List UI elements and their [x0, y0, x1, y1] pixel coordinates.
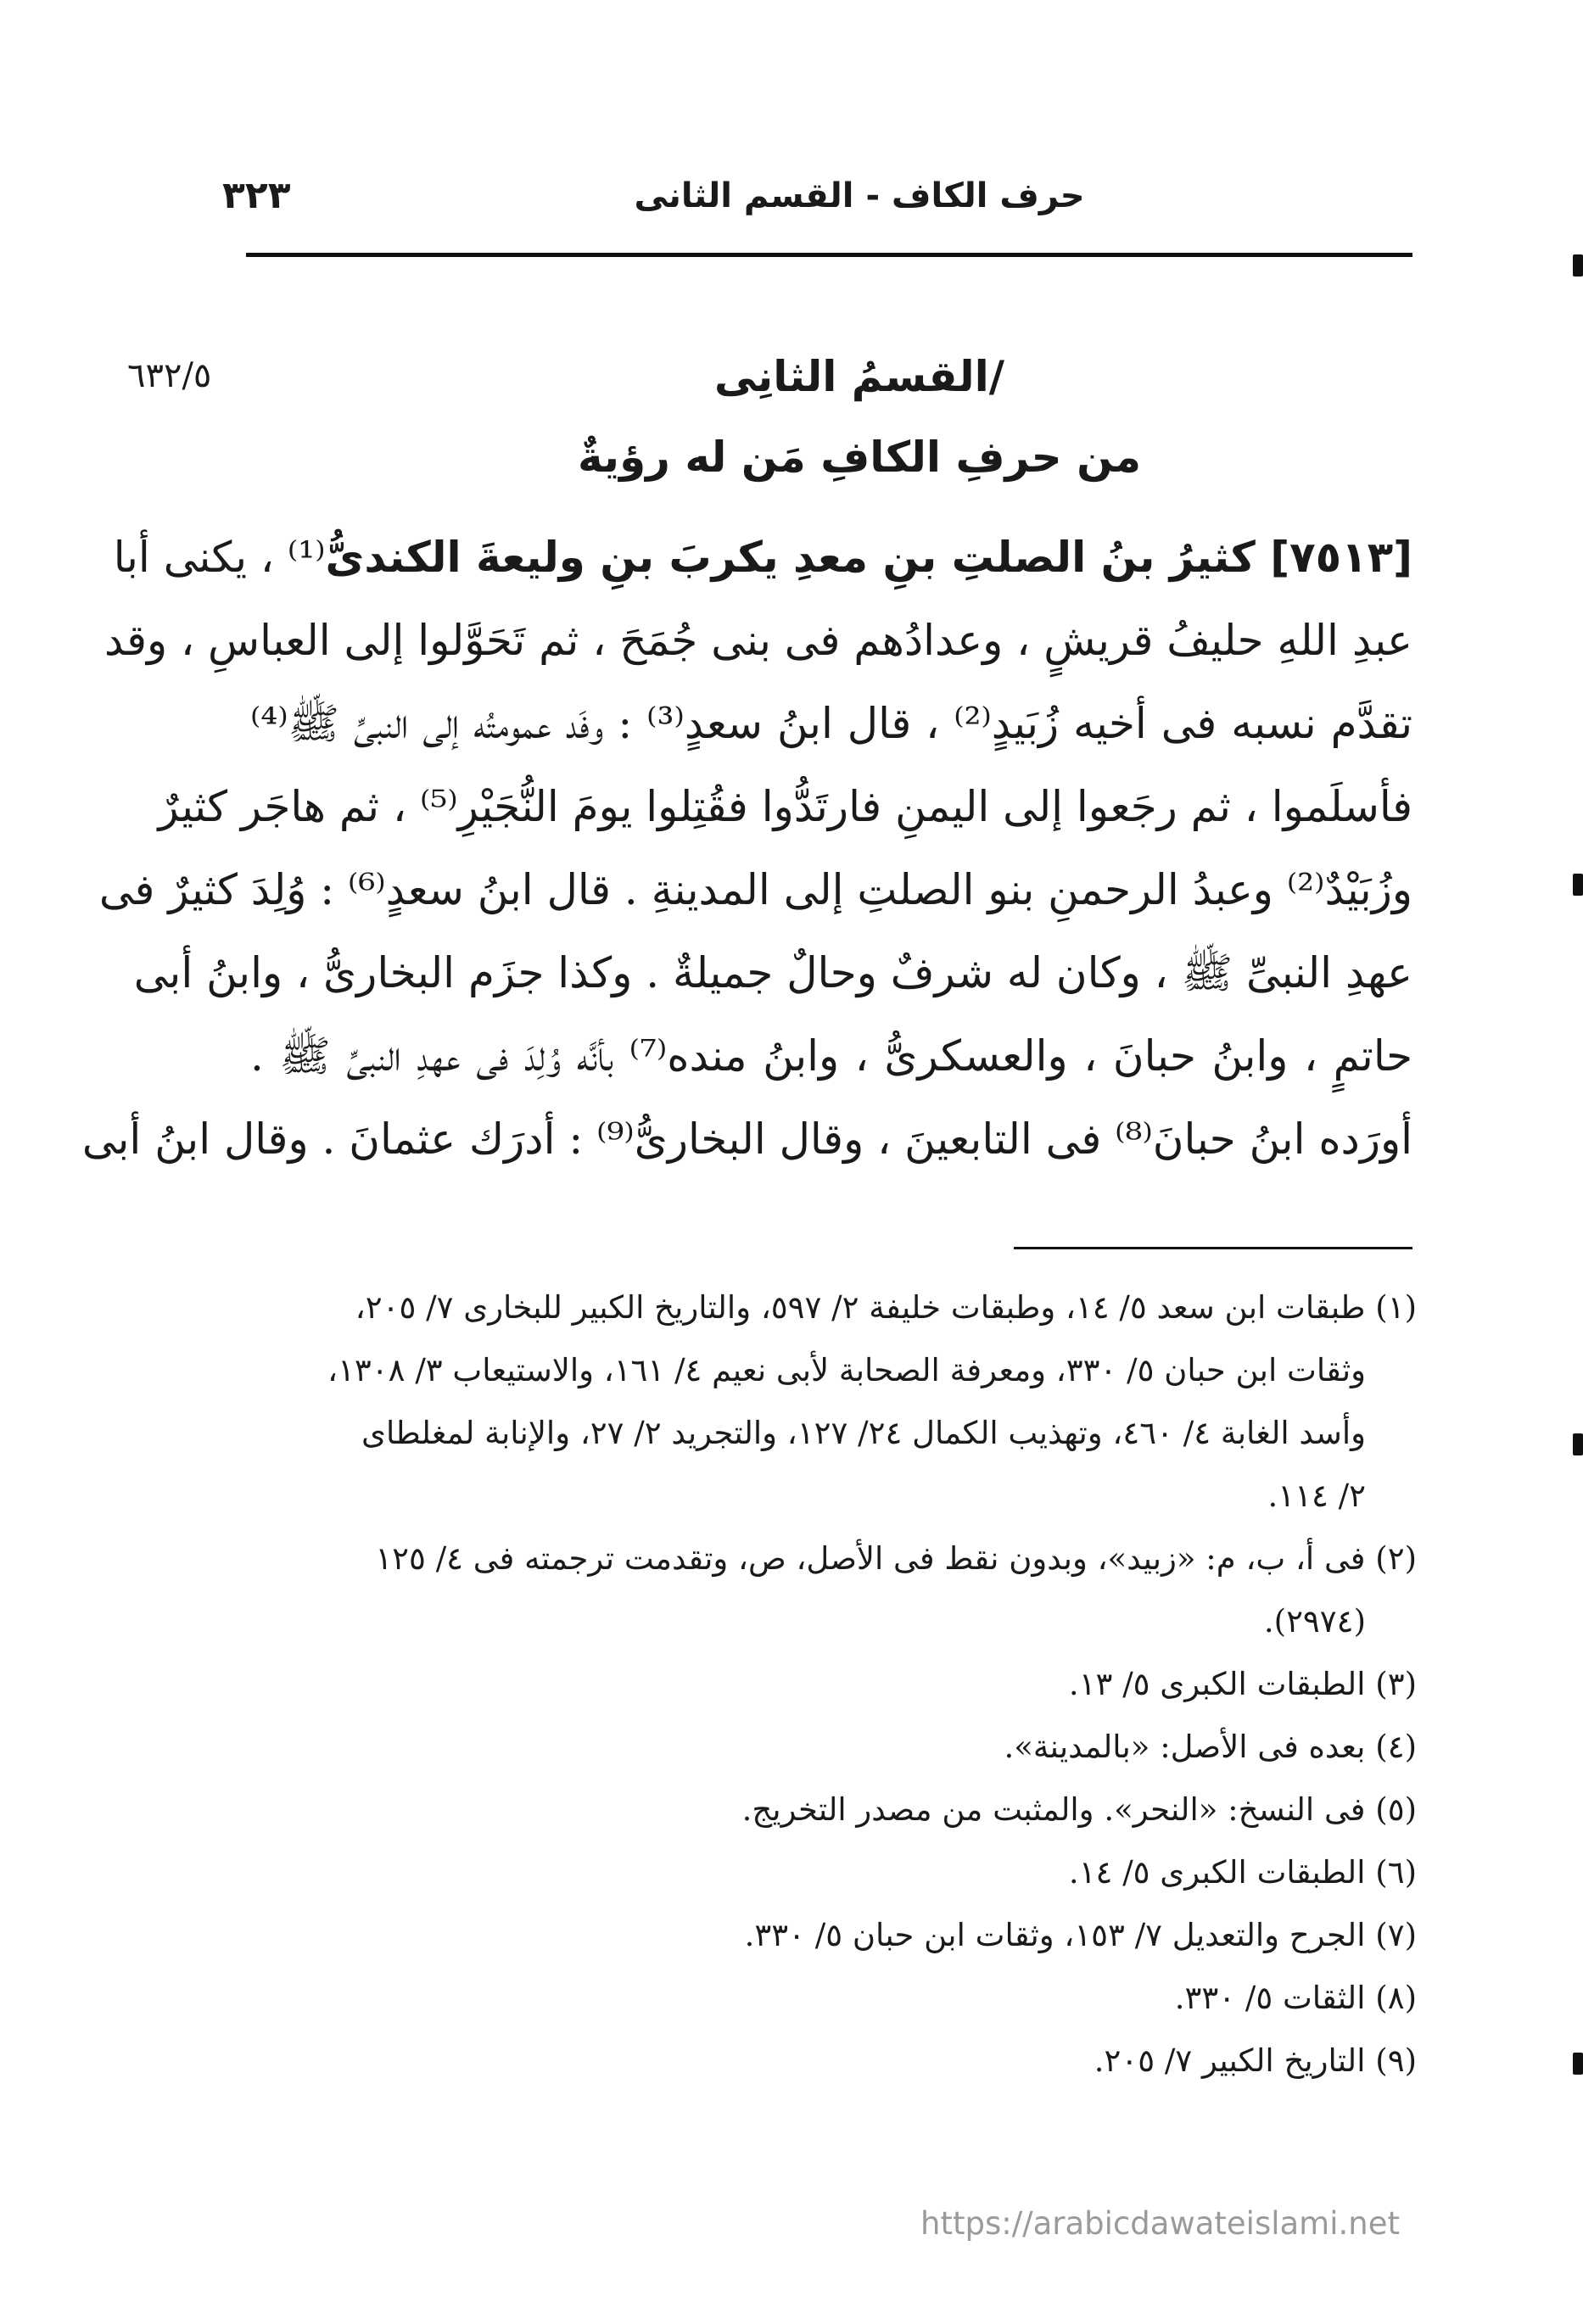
footnotes	[250, 1277, 1417, 2092]
section-title: /القسمُ الثانِى	[713, 352, 1005, 401]
page-number: ٣٢٣	[222, 174, 291, 217]
body-line: [٧٥١٣] كثيرُ بنُ الصلتِ بنِ معدِ يكربَ بنِ وليعةَ الكندىُّ⁽¹⁾ ، يكنى أبا	[113, 533, 1412, 582]
header-rule	[246, 253, 1412, 257]
footnote: وثقات ابن حبان ٥/ ٣٣٠، ومعرفة الصحابة لأبى نعيم ٤/ ١٦١، والاستيعاب ٣/ ١٣٠٨،	[327, 1352, 1366, 1388]
footnote-rule	[1014, 1247, 1412, 1249]
margin-mark	[1573, 254, 1583, 277]
body-line: فأسلَموا ، ثم رجَعوا إلى اليمنِ فارتَدُّوا فقُتِلوا يومَ النُّجَيْرِ⁽⁵⁾ ، ثم هاجَر كثيرٌ	[158, 782, 1412, 831]
footnote: (٥) فى النسخ: «النحر». والمثبت من مصدر التخريج.	[741, 1791, 1417, 1828]
footnote: (٤) بعده فى الأصل: «بالمدينة».	[1004, 1729, 1417, 1765]
margin-mark	[1573, 874, 1583, 896]
footnote: (٢٩٧٤).	[1263, 1603, 1366, 1640]
footnote: (٢) فى أ، ب، م: «زبيد»، وبدون نقط فى الأصل، ص، وتقدمت ترجمته فى ٤/ ١٢٥	[375, 1540, 1417, 1577]
watermark: https://arabicdawateislami.net	[920, 2205, 1400, 2242]
body-line: وزُبَيْدٌ⁽²⁾ وعبدُ الرحمنِ بنو الصلتِ إلى المدينةِ . قال ابنُ سعدٍ⁽⁶⁾ : وُلِدَ كثيرٌ فى	[98, 865, 1412, 914]
section-subtitle: من حرفِ الكافِ مَن له رؤيةٌ	[577, 433, 1142, 482]
footnote: (٣) الطبقات الكبرى ٥/ ١٣.	[1068, 1666, 1417, 1702]
side-reference: ٦٣٢/٥	[127, 356, 212, 395]
body-line: أورَده ابنُ حبانَ⁽⁸⁾ فى التابعينَ ، وقال البخارىُّ⁽⁹⁾ : أدرَك عثمانَ . وقال ابنُ أبى	[81, 1115, 1412, 1164]
footnote: وأسد الغابة ٤/ ٤٦٠، وتهذيب الكمال ٢٤/ ١٢٧، والتجريد ٢/ ٢٧، والإنابة لمغلطاى	[361, 1415, 1366, 1451]
running-title: حرف الكاف - القسم الثانى	[634, 176, 1085, 215]
entry-head-inline: [٧٥١٣] كثيرُ بنُ الصلتِ بنِ معدِ يكربَ بنِ وليعةَ الكندىُّ	[325, 533, 1412, 582]
body-line: عهدِ النبىِّ ﷺ ، وكان له شرفٌ وحالٌ جميلةٌ . وكذا جزَم البخارىُّ ، وابنُ أبى	[133, 948, 1412, 997]
body-line: تقدَّم نسبه فى أخيه زُبَيدٍ⁽²⁾ ، قال ابنُ سعدٍ⁽³⁾ : وفَد عمومتُه إلى النبىِّ ﷺ⁽⁴⁾	[250, 699, 1412, 748]
entry-body	[81, 516, 1412, 1181]
body-line: عبدِ اللهِ حليفُ قريشٍ ، وعدادُهم فى بنى جُمَحَ ، ثم تَحَوَّلوا إلى العباسِ ، وقد	[103, 616, 1412, 665]
footnote: ٢/ ١١٤.	[1267, 1478, 1366, 1514]
margin-mark	[1573, 2053, 1583, 2075]
footnote: (١) طبقات ابن سعد ٥/ ١٤، وطبقات خليفة ٢/ ٥٩٧، والتاريخ الكبير للبخارى ٧/ ٢٠٥،	[355, 1289, 1417, 1326]
footnote: (٦) الطبقات الكبرى ٥/ ١٤.	[1068, 1854, 1417, 1891]
margin-mark	[1573, 1433, 1583, 1455]
body-line: حاتمٍ ، وابنُ حبانَ ، والعسكرىُّ ، وابنُ منده⁽⁷⁾ بأنَّه وُلِدَ فى عهدِ النبىِّ ﷺ .	[250, 1031, 1412, 1081]
footnote: (٧) الجرح والتعديل ٧/ ١٥٣، وثقات ابن حبان ٥/ ٣٣٠.	[744, 1917, 1417, 1953]
footnote: (٩) التاريخ الكبير ٧/ ٢٠٥.	[1094, 2042, 1417, 2079]
footnote: (٨) الثقات ٥/ ٣٣٠.	[1174, 1980, 1417, 2016]
